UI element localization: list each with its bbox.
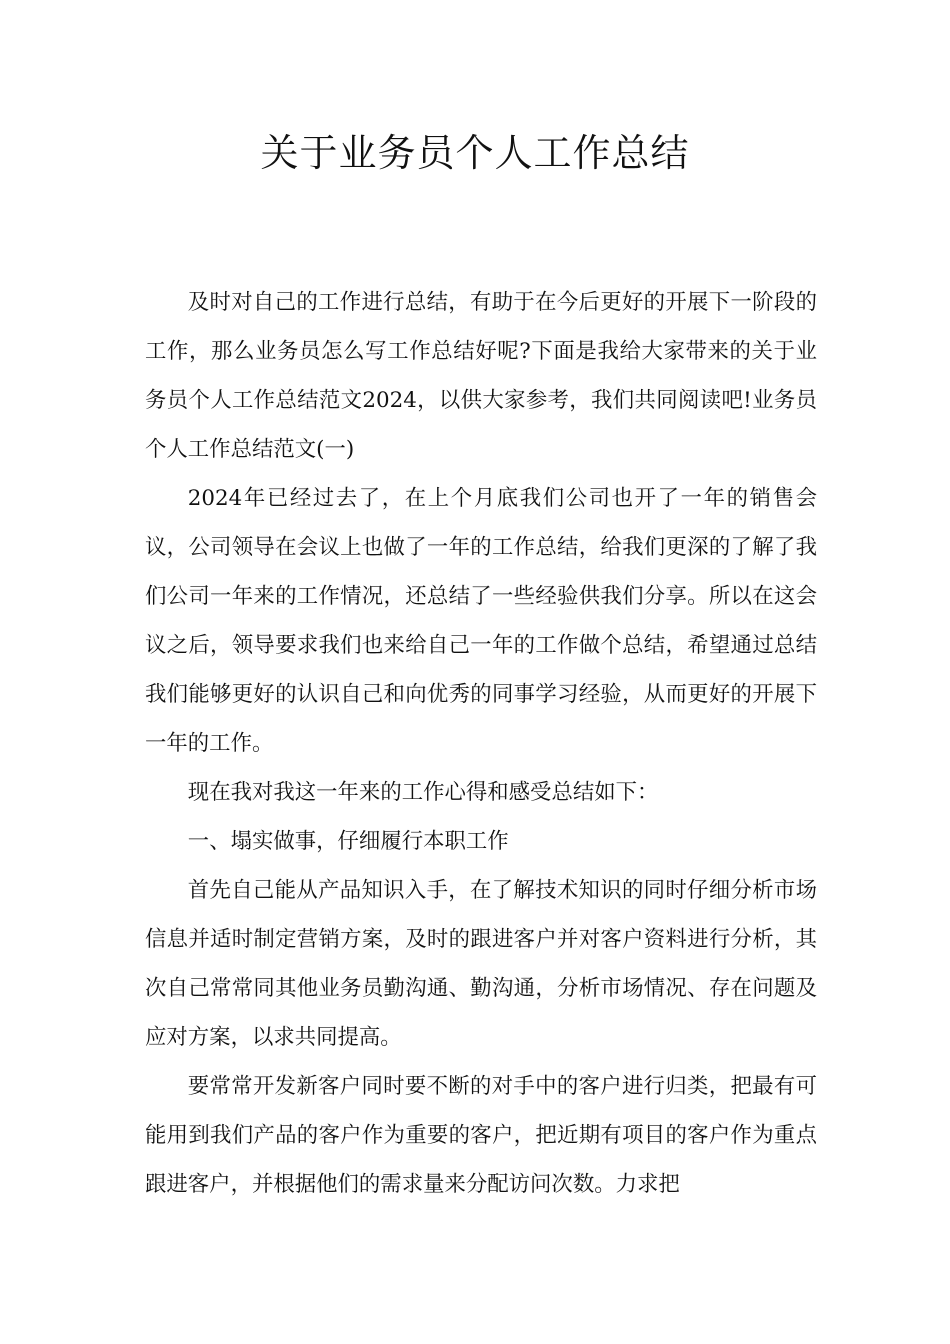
- paragraph-new-customers: 要常常开发新客户同时要不断的对手中的客户进行归类，把最有可能用到我们产品的客户作为重要的客户，把近期有项目的客户作为重点跟进客户，并根据他们的需求量来分配访问次数。力求把: [145, 1074, 817, 1197]
- document-body: [145, 278, 817, 1209]
- section-heading-1: 一、塌实做事，仔细履行本职工作: [187, 829, 509, 854]
- paragraph-intro: 及时对自己的工作进行总结，有助于在今后更好的开展下一阶段的工作，那么业务员怎么写工作总结好呢?下面是我给大家带来的关于业务员个人工作总结范文2024，以供大家参考，我们共同阅读吧!业务员个人工作总结范文(一): [145, 290, 817, 462]
- paragraph-year-review: 2024年已经过去了，在上个月底我们公司也开了一年的销售会议，公司领导在会议上也做了一年的工作总结，给我们更深的了解了我们公司一年来的工作情况，还总结了一些经验供我们分享。所以在这会议之后，领导要求我们也来给自己一年的工作做个总结，希望通过总结我们能够更好的认识自己和向优秀的同事学习经验，从而更好的开展下一年的工作。: [145, 486, 817, 756]
- paragraph-summary-lead: 现在我对我这一年来的工作心得和感受总结如下：: [187, 780, 659, 805]
- paragraph-product-knowledge: 首先自己能从产品知识入手，在了解技术知识的同时仔细分析市场信息并适时制定营销方案，及时的跟进客户并对客户资料进行分析，其次自己常常同其他业务员勤沟通、勤沟通，分析市场情况、存在问题及应对方案，以求共同提高。: [145, 878, 817, 1050]
- document-title: 关于业务员个人工作总结: [260, 131, 690, 175]
